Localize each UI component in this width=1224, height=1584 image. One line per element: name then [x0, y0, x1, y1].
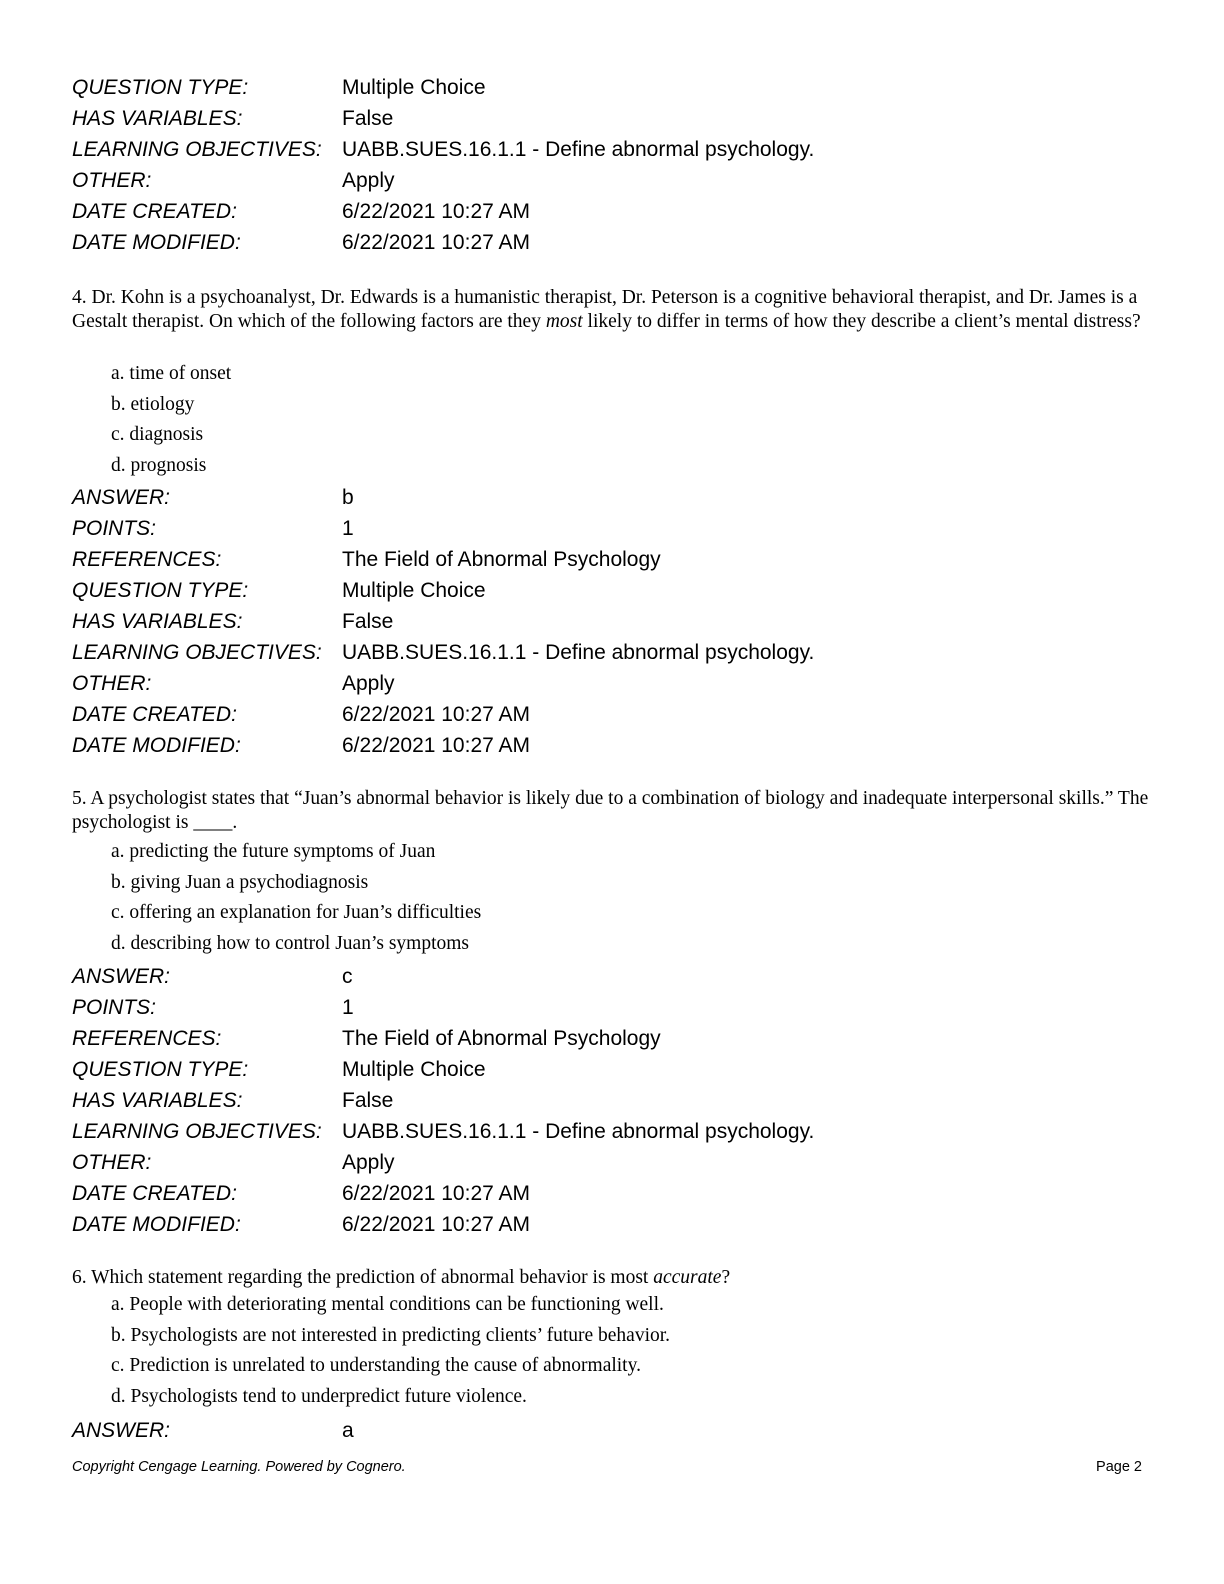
metadata-key: REFERENCES:: [72, 1027, 222, 1050]
metadata-value: False: [342, 1089, 394, 1112]
metadata-value: Apply: [342, 672, 395, 695]
metadata-value: a: [342, 1419, 354, 1442]
metadata-row: [72, 575, 1152, 606]
answer-option-c: c. Prediction is unrelated to understanding the cause of abnormality.: [111, 1355, 641, 1377]
metadata-value: Multiple Choice: [342, 76, 486, 99]
metadata-row: [72, 730, 1152, 761]
question-6-metadata: [72, 1415, 1152, 1446]
metadata-value: c: [342, 965, 353, 988]
answer-option-c: c. diagnosis: [111, 424, 204, 446]
answer-option-a: a. People with deteriorating mental conditions can be functioning well.: [111, 1294, 664, 1315]
question-4-stem-start: 4. Dr. Kohn is a psychoanalyst, Dr. Edwards is a humanistic therapist, Dr. Peterson is a cognitive behavioral therapist, and Dr. James is a Gestalt therapist. On which of the following factors are they: [72, 287, 1138, 332]
metadata-value: Apply: [342, 169, 395, 192]
metadata-row: [72, 961, 1152, 992]
question-6-text: [72, 1266, 1152, 1290]
metadata-key: DATE CREATED:: [72, 1182, 237, 1205]
metadata-key: LEARNING OBJECTIVES:: [72, 1120, 322, 1143]
question-4-emphasis: most: [545, 311, 583, 332]
question-6-emphasis: accurate: [653, 1267, 722, 1288]
metadata-key: ANSWER:: [72, 486, 171, 509]
metadata-key: HAS VARIABLES:: [72, 1089, 243, 1112]
metadata-row: [72, 1178, 1152, 1209]
metadata-key: HAS VARIABLES:: [72, 107, 243, 130]
metadata-value: 1: [342, 996, 354, 1019]
metadata-row: [72, 134, 1152, 165]
metadata-value: 1: [342, 517, 354, 540]
metadata-key: LEARNING OBJECTIVES:: [72, 138, 322, 161]
answer-option-c: c. offering an explanation for Juan’s difficulties: [111, 902, 482, 924]
question-6-stem-start: 6. Which statement regarding the prediction of abnormal behavior is most: [72, 1267, 654, 1288]
metadata-row: [72, 1116, 1152, 1147]
question-6-options: [111, 1290, 670, 1413]
metadata-value: False: [342, 107, 394, 130]
question-4-options: [111, 359, 231, 482]
metadata-value: The Field of Abnormal Psychology: [342, 1027, 661, 1050]
metadata-value: Multiple Choice: [342, 1058, 486, 1081]
metadata-key: DATE CREATED:: [72, 703, 237, 726]
metadata-row: [72, 1209, 1152, 1240]
answer-option-b: b. giving Juan a psychodiagnosis: [111, 871, 369, 893]
answer-option-b: b. Psychologists are not interested in predicting clients’ future behavior.: [111, 1324, 671, 1346]
metadata-row: [72, 72, 1152, 103]
metadata-value: False: [342, 610, 394, 633]
metadata-key: HAS VARIABLES:: [72, 610, 243, 633]
metadata-value: 6/22/2021 10:27 AM: [342, 734, 530, 757]
metadata-value: 6/22/2021 10:27 AM: [342, 200, 530, 223]
metadata-value: The Field of Abnormal Psychology: [342, 548, 661, 571]
answer-option-a: a. time of onset: [111, 363, 232, 384]
metadata-row: [72, 1085, 1152, 1116]
question-5-metadata: [72, 961, 1152, 1240]
metadata-row: [72, 606, 1152, 637]
metadata-value: Apply: [342, 1151, 395, 1174]
metadata-key: POINTS:: [72, 517, 157, 540]
metadata-value: 6/22/2021 10:27 AM: [342, 703, 530, 726]
metadata-key: DATE CREATED:: [72, 200, 237, 223]
metadata-row: [72, 699, 1152, 730]
question-5-options: [111, 837, 481, 960]
question-3-metadata: [72, 72, 1152, 258]
metadata-key: REFERENCES:: [72, 548, 222, 571]
metadata-value: 6/22/2021 10:27 AM: [342, 1213, 530, 1236]
metadata-row: [72, 482, 1152, 513]
question-6-stem: [72, 1266, 1152, 1290]
metadata-key: ANSWER:: [72, 1419, 171, 1442]
question-6-stem-end: ?: [721, 1267, 731, 1288]
metadata-row: [72, 1415, 1152, 1446]
metadata-value: b: [342, 486, 354, 509]
question-4-stem: [72, 286, 1152, 334]
metadata-row: [72, 992, 1152, 1023]
metadata-value: UABB.SUES.16.1.1 - Define abnormal psychology.: [342, 641, 815, 664]
metadata-value: UABB.SUES.16.1.1 - Define abnormal psychology.: [342, 138, 815, 161]
answer-option-b: b. etiology: [111, 393, 195, 415]
metadata-value: Multiple Choice: [342, 579, 486, 602]
metadata-row: [72, 103, 1152, 134]
metadata-key: DATE MODIFIED:: [72, 734, 241, 757]
metadata-value: 6/22/2021 10:27 AM: [342, 1182, 530, 1205]
metadata-value: 6/22/2021 10:27 AM: [342, 231, 530, 254]
metadata-row: [72, 544, 1152, 575]
metadata-row: [72, 668, 1152, 699]
metadata-value: UABB.SUES.16.1.1 - Define abnormal psychology.: [342, 1120, 815, 1143]
metadata-key: POINTS:: [72, 996, 157, 1019]
metadata-row: [72, 196, 1152, 227]
question-5-stem: 5. A psychologist states that “Juan’s abnormal behavior is likely due to a combination of biology and inadequate interpersonal skills.” The psychologist is ____.: [72, 788, 1149, 833]
metadata-row: [72, 1023, 1152, 1054]
metadata-key: QUESTION TYPE:: [72, 579, 249, 602]
metadata-key: QUESTION TYPE:: [72, 1058, 249, 1081]
answer-option-d: d. prognosis: [111, 455, 207, 477]
metadata-key: OTHER:: [72, 1151, 152, 1174]
metadata-row: [72, 637, 1152, 668]
metadata-key: DATE MODIFIED:: [72, 231, 241, 254]
metadata-row: [72, 1054, 1152, 1085]
metadata-key: OTHER:: [72, 672, 152, 695]
question-4-stem-end: likely to differ in terms of how they describe a client’s mental distress?: [582, 311, 1141, 332]
metadata-row: [72, 165, 1152, 196]
answer-option-d: d. Psychologists tend to underpredict future violence.: [111, 1386, 527, 1408]
footer-copyright: Copyright Cengage Learning. Powered by Cognero.: [72, 1459, 406, 1475]
metadata-key: OTHER:: [72, 169, 152, 192]
metadata-row: [72, 1147, 1152, 1178]
metadata-row: [72, 227, 1152, 258]
metadata-row: [72, 513, 1152, 544]
metadata-key: DATE MODIFIED:: [72, 1213, 241, 1236]
question-4-text: [72, 286, 1152, 334]
answer-option-d: d. describing how to control Juan’s symptoms: [111, 933, 470, 955]
footer-page-number: Page 2: [1096, 1459, 1142, 1475]
answer-option-a: a. predicting the future symptoms of Juan: [111, 841, 436, 862]
metadata-key: QUESTION TYPE:: [72, 76, 249, 99]
question-5-text: [72, 787, 1152, 835]
metadata-key: ANSWER:: [72, 965, 171, 988]
question-4-metadata: [72, 482, 1152, 761]
metadata-key: LEARNING OBJECTIVES:: [72, 641, 322, 664]
